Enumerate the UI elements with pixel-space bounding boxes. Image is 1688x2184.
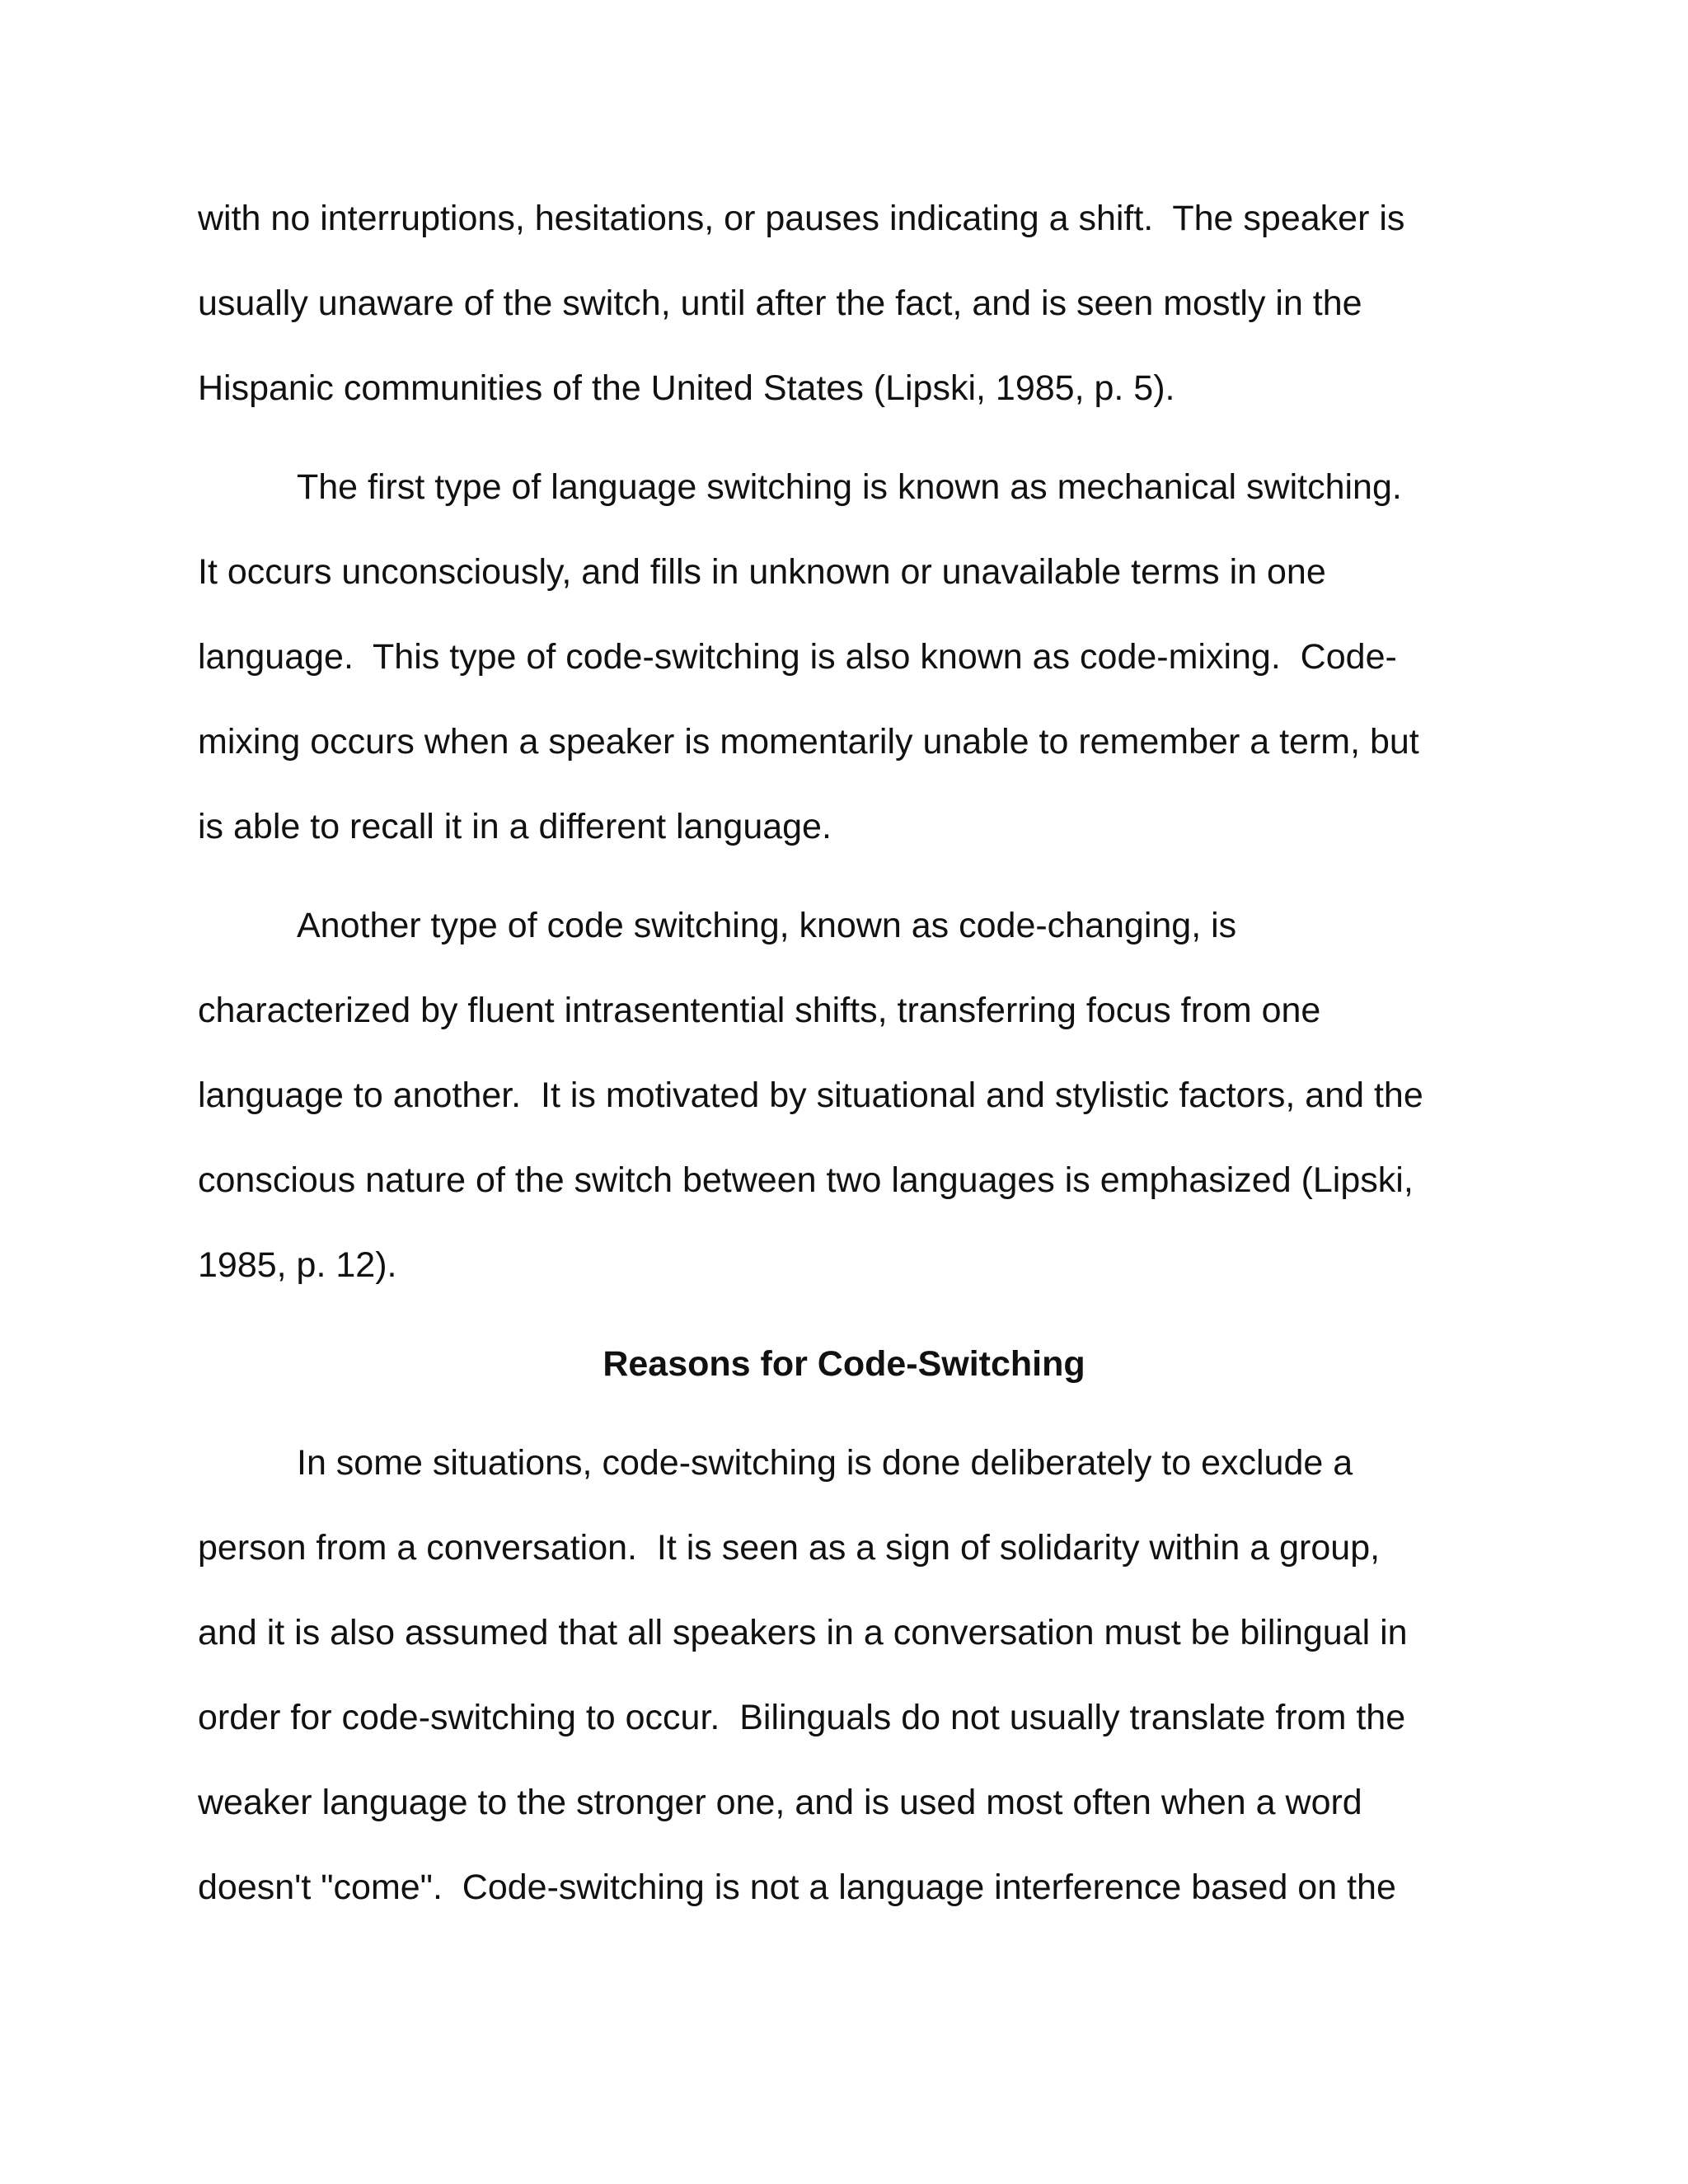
paragraph-1-line-3: Hispanic communities of the United States (Lipski, 1985, p. 5). (198, 368, 1175, 408)
section-paragraph-line-3: and it is also assumed that all speakers in a conversation must be bilingual in (198, 1613, 1408, 1652)
paragraph-3-line-4: conscious nature of the switch between two languages is emphasized (Lipski, (198, 1160, 1414, 1200)
paragraph-3-line-1: Another type of code switching, known as code-changing, is (297, 906, 1237, 945)
paragraph-2-line-3: language. This type of code-switching is also known as code-mixing. Code- (198, 637, 1397, 677)
section-heading: Reasons for Code-Switching (603, 1344, 1085, 1384)
paragraph-1-line-2: usually unaware of the switch, until after the fact, and is seen mostly in the (198, 284, 1362, 323)
paragraph-2-line-5: is able to recall it in a different language. (198, 807, 832, 846)
paragraph-3-line-2: characterized by fluent intrasentential shifts, transferring focus from one (198, 991, 1321, 1030)
section-paragraph-line-1: In some situations, code-switching is done deliberately to exclude a (297, 1443, 1353, 1483)
paragraph-1-line-1: with no interruptions, hesitations, or pauses indicating a shift. The speaker is (198, 199, 1405, 238)
section-paragraph-line-6: doesn't "come". Code-switching is not a language interference based on the (198, 1868, 1396, 1907)
section-paragraph-line-4: order for code-switching to occur. Bilinguals do not usually translate from the (198, 1698, 1406, 1737)
paragraph-3-line-3: language to another. It is motivated by situational and stylistic factors, and the (198, 1076, 1423, 1115)
section-paragraph-line-5: weaker language to the stronger one, and is used most often when a word (198, 1783, 1362, 1822)
section-paragraph-line-2: person from a conversation. It is seen as a sign of solidarity within a group, (198, 1528, 1381, 1568)
paragraph-2-line-2: It occurs unconsciously, and fills in unknown or unavailable terms in one (198, 552, 1326, 592)
paragraph-2-line-4: mixing occurs when a speaker is momentarily unable to remember a term, but (198, 722, 1419, 762)
paragraph-2-line-1: The first type of language switching is known as mechanical switching. (297, 467, 1402, 507)
paragraph-3-line-5: 1985, p. 12). (198, 1245, 397, 1285)
